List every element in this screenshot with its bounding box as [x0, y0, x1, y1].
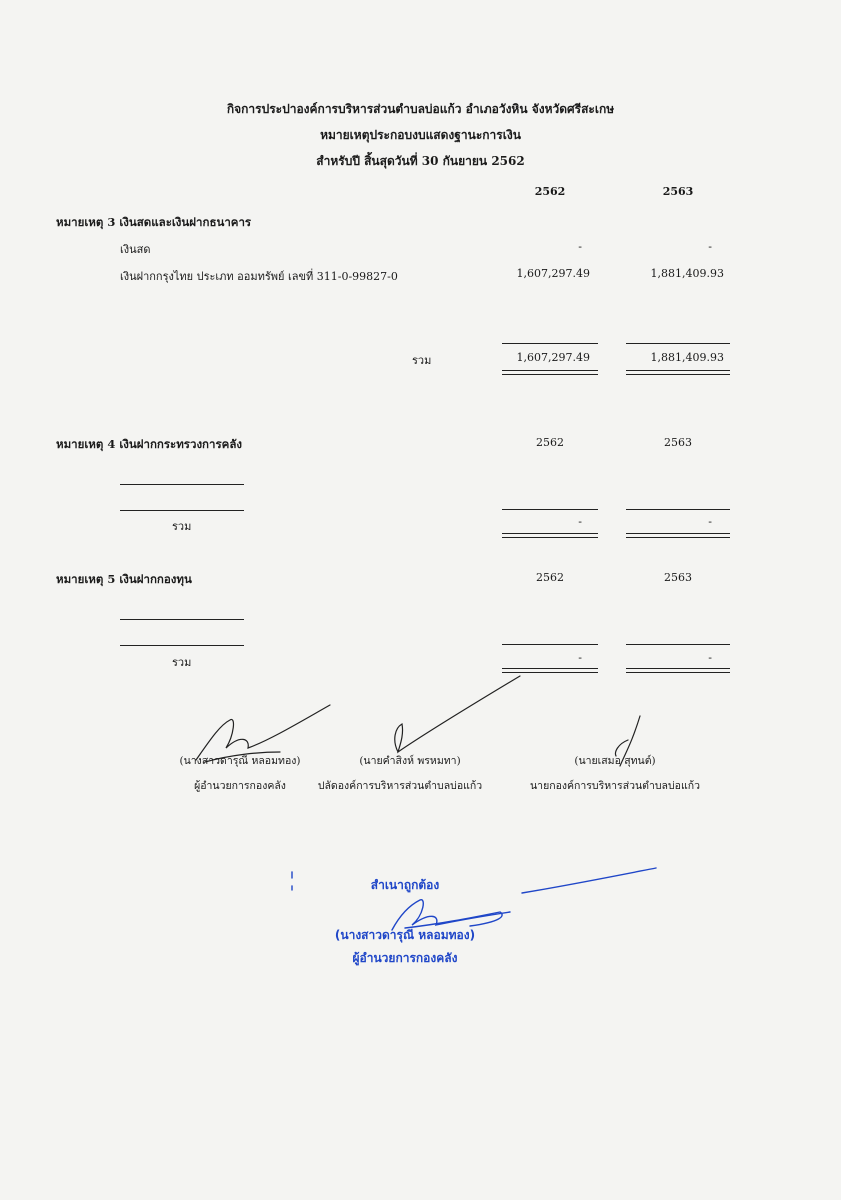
note4-year-2563: 2563	[664, 436, 692, 449]
note5-total-2563: -	[708, 651, 712, 664]
note5-total-label: รวม	[172, 656, 192, 669]
document-subtitle: หมายเหตุประกอบงบแสดงฐานะการเงิน	[320, 128, 521, 142]
note5-total-2562: -	[578, 651, 582, 664]
note5-year-2563: 2563	[664, 571, 692, 584]
signatory-3-title: นายกองค์การบริหารส่วนตำบลบ่อแก้ว	[530, 780, 700, 792]
signatory-1-name: (นางสาวดารุณี หลอมทอง)	[179, 755, 301, 767]
document-title: กิจการประปาองค์การบริหารส่วนตำบลบ่อแก้ว อำเภอวังหิน จังหวัดศรีสะเกษ	[226, 102, 615, 116]
note3-total-2562: 1,607,297.49	[516, 351, 590, 364]
certifier-title: ผู้อำนวยการกองคลัง	[352, 951, 458, 965]
year-header-2562: 2562	[534, 185, 566, 198]
note4-title: หมายเหตุ 4 เงินฝากกระทรวงการคลัง	[56, 437, 243, 451]
note3-title: หมายเหตุ 3 เงินสดและเงินฝากธนาคาร	[56, 215, 252, 229]
note5-year-2562: 2562	[536, 571, 564, 584]
certifier-name: (นางสาวดารุณี หลอมทอง)	[334, 928, 476, 942]
signatory-2-name: (นายคำสิงห์ พรหมทา)	[359, 755, 461, 767]
note3-total-2563: 1,881,409.93	[650, 351, 724, 364]
signatory-3-name: (นายเสมอ สุทนต์)	[574, 755, 656, 767]
note3-deposit-2562: 1,607,297.49	[516, 267, 590, 280]
signatory-1-title: ผู้อำนวยการกองคลัง	[194, 780, 286, 792]
note4-total-label: รวม	[172, 520, 192, 533]
document-period: สำหรับปี สิ้นสุดวันที่ 30 กันยายน 2562	[316, 154, 525, 168]
year-header-2563: 2563	[662, 185, 694, 198]
note3-cash-2563: -	[708, 240, 712, 253]
note3-deposit-label: เงินฝากกรุงไทย ประเภท ออมทรัพย์ เลขที่ 311-0-99827-0	[120, 270, 398, 283]
note4-total-2562: -	[578, 515, 582, 528]
note4-total-2563: -	[708, 515, 712, 528]
note3-total-label: รวม	[412, 354, 432, 367]
note3-deposit-2563: 1,881,409.93	[650, 267, 724, 280]
note3-cash-2562: -	[578, 240, 582, 253]
signatory-2-title: ปลัดองค์การบริหารส่วนตำบลบ่อแก้ว	[317, 780, 483, 792]
note4-year-2562: 2562	[536, 436, 564, 449]
note5-title: หมายเหตุ 5 เงินฝากกองทุน	[56, 572, 192, 586]
certified-copy-stamp: สำเนาถูกต้อง	[370, 878, 440, 892]
note3-cash-label: เงินสด	[120, 243, 151, 256]
